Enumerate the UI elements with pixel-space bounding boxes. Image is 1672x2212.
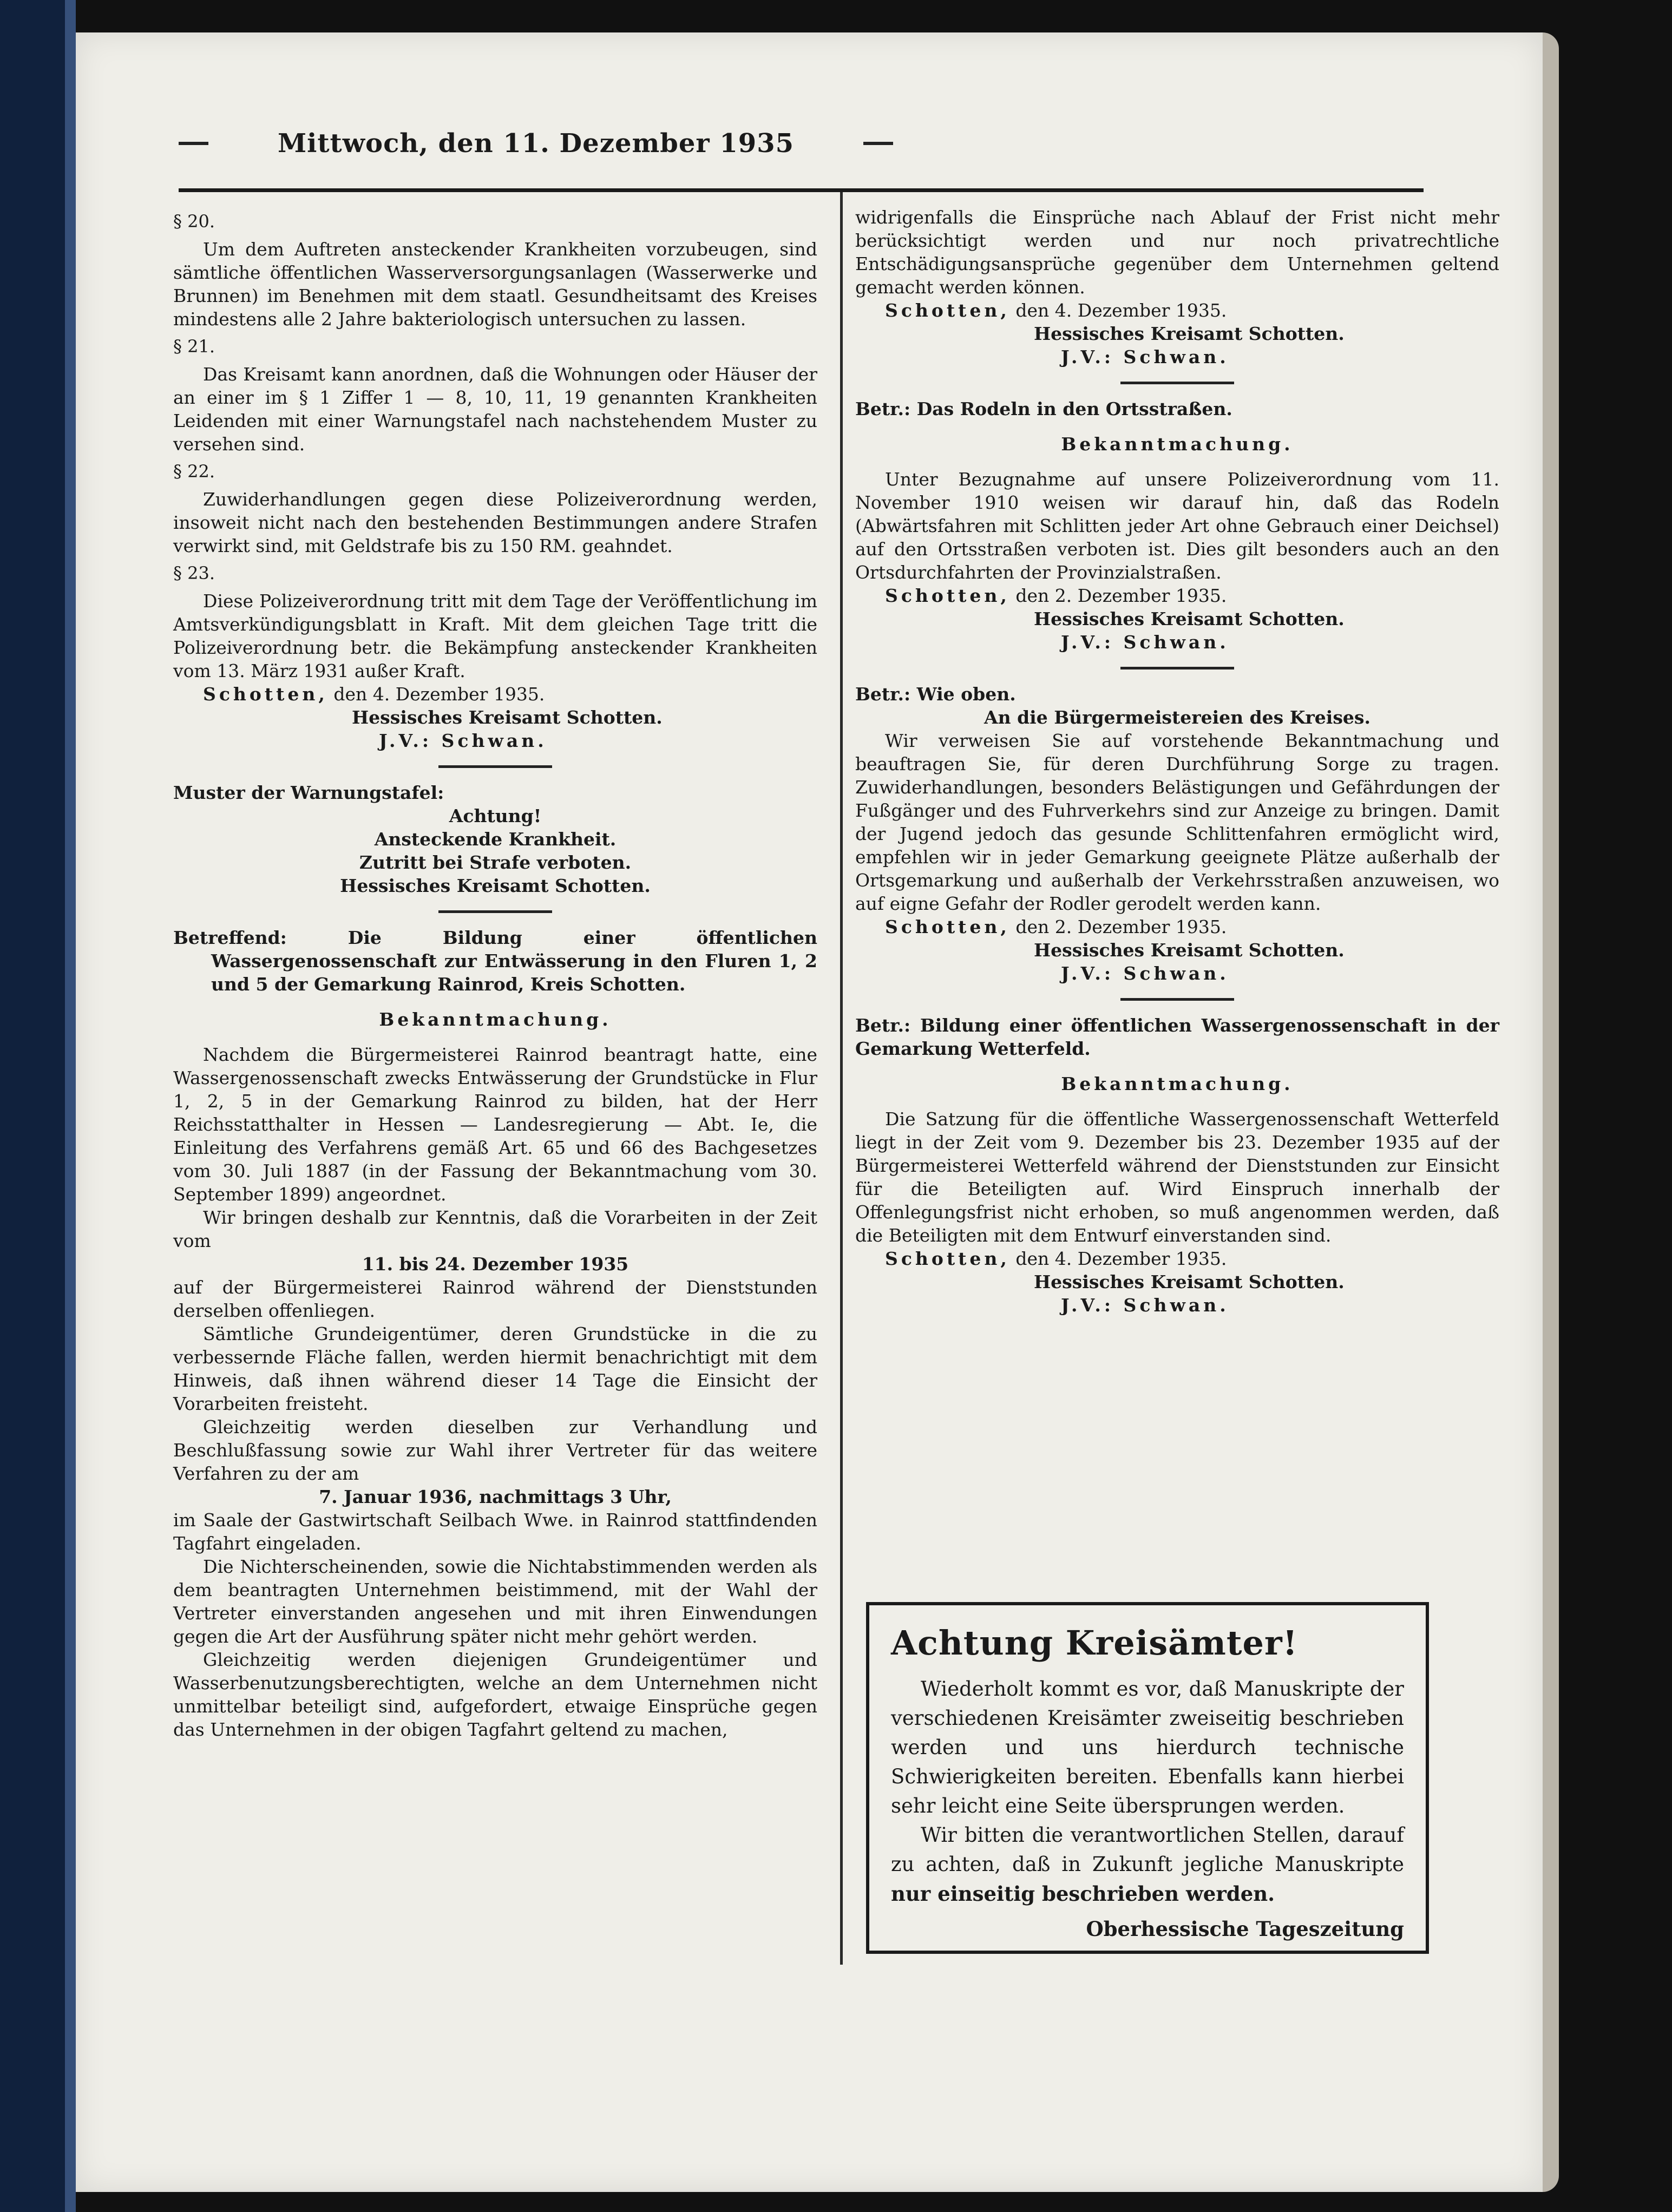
muster-line: Hessisches Kreisamt Schotten. [340, 875, 651, 896]
authority: Hessisches Kreisamt Schotten. [352, 707, 663, 728]
header-dash-left [179, 142, 208, 145]
authority: Hessisches Kreisamt Schotten. [1034, 323, 1345, 344]
date-line: 7. Januar 1936, nachmittags 3 Uhr, [319, 1486, 672, 1507]
betreff-heading: Betr.: Wie oben. [855, 684, 1016, 705]
bekanntmachung-heading: Bekanntmachung. [1061, 434, 1294, 455]
signature: J.V.: Schwan. [1061, 632, 1229, 653]
separator-rule [438, 910, 552, 913]
place-name: Schotten, [885, 1248, 1010, 1269]
spacer [855, 1060, 1499, 1072]
section-text: Zuwiderhandlungen gegen diese Polizeiverordnung werden, insoweit nicht nach den bestehenden Bestimmungen andere Strafen verwirkt sind, mit Geldstrafe bis zu 150 RM. geahndet. [173, 489, 817, 556]
section-heading: § 21. [173, 336, 215, 357]
notice-paragraph: Wiederholt kommt es vor, daß Manuskripte der verschiedenen Kreisämter zweiseitig beschrieben werden und uns hierdurch technische Schwierigkeiten bereiten. Ebenfalls kann hierbei sehr leicht eine Seite übersprungen werden. [891, 1677, 1404, 1817]
notice-signature: Oberhessische Tageszeitung [1086, 1917, 1404, 1941]
body-paragraph: Die Nichterscheinenden, sowie die Nichtabstimmenden werden als dem beantragten Unternehmen beistimmend, mit der Wahl der Vertreter einverstanden angesehen und mit ihren Einwendungen gegen die Art der Ausführung später nicht mehr gehört werden. [173, 1556, 817, 1647]
separator-rule [1120, 667, 1234, 669]
spacer [855, 421, 1499, 432]
authority: Hessisches Kreisamt Schotten. [1034, 608, 1345, 629]
muster-line: Achtung! [449, 805, 542, 826]
place-name: Schotten, [203, 684, 328, 705]
place-name: Schotten, [885, 300, 1010, 321]
date-text: den 4. Dezember 1935. [1009, 1248, 1227, 1269]
authority: Hessisches Kreisamt Schotten. [1034, 1271, 1345, 1292]
book-cover-left [0, 0, 76, 2212]
separator-rule [1120, 998, 1234, 1001]
column-divider [840, 192, 843, 1965]
date-text: den 2. Dezember 1935. [1009, 916, 1227, 937]
cover-spine-edge [65, 0, 76, 2212]
addressee: An die Bürgermeistereien des Kreises. [984, 707, 1371, 728]
spacer [855, 1095, 1499, 1107]
date-text: den 4. Dezember 1935. [1009, 300, 1227, 321]
body-paragraph: Wir bringen deshalb zur Kenntnis, daß die Vorarbeiten in der Zeit vom [173, 1207, 817, 1251]
section-heading: § 23. [173, 563, 215, 583]
body-paragraph: Die Satzung für die öffentliche Wassergenossenschaft Wetterfeld liegt in der Zeit vom 9. Dezember bis 23. Dezember 1935 auf der Bürgermeisterei Wetterfeld während der Dienststunden zur Einsicht für die Beteiligten auf. Wird Einspruch innerhalb der Offenlegungsfrist nicht erhoben, so muß angenommen werden, daß die Beteiligten mit dem Entwurf einverstanden sind. [855, 1108, 1499, 1246]
betreff-heading: Betreffend: Die Bildung einer öffentlichen Wassergenossenschaft zur Entwässerung in den Fluren 1, 2 und 5 der Gemarkung Rainrod, Kreis Schotten. [173, 927, 817, 995]
body-paragraph: Gleichzeitig werden diejenigen Grundeigentümer und Wasserbenutzungsberechtigten, welche an dem Unternehmen nicht unmittelbar beteiligt sind, aufgefordert, etwaige Einsprüche gegen das Unternehmen in der obigen Tagfahrt geltend zu machen, [173, 1649, 817, 1740]
date-text: den 4. Dezember 1935. [327, 684, 545, 705]
left-column [173, 206, 817, 1741]
separator-rule [438, 765, 552, 768]
muster-line: Zutritt bei Strafe verboten. [359, 852, 632, 873]
body-paragraph: Sämtliche Grundeigentümer, deren Grundstücke in die zu verbessernde Fläche fallen, werden hiermit benachrichtigt mit dem Hinweis, daß ihnen während dieser 14 Tage die Einsicht der Vorarbeiten freisteht. [173, 1323, 817, 1414]
spacer [855, 456, 1499, 468]
place-name: Schotten, [885, 585, 1010, 606]
place-name: Schotten, [885, 916, 1010, 937]
notice-paragraph [891, 1821, 1404, 1909]
body-paragraph: widrigenfalls die Einsprüche nach Ablauf der Frist nicht mehr berücksichtigt werden und nur noch privatrechtliche Entschädigungsansprüche gegenüber dem Unternehmen geltend gemacht werden können. [855, 207, 1499, 298]
body-paragraph: auf der Bürgermeisterei Rainrod während der Dienststunden derselben offenliegen. [173, 1277, 817, 1321]
body-paragraph: Nachdem die Bürgermeisterei Rainrod beantragt hatte, eine Wassergenossenschaft zwecks Entwässerung der Grundstücke in Flur 1, 2, 5 in der Gemarkung Rainrod zu bilden, hat der Herr Reichsstatthalter in Hessen — Landesregierung — Abt. Ie, die Einleitung des Verfahrens gemäß Art. 65 und 66 des Bachgesetzes vom 30. Juli 1887 (in der Fassung der Bekanntmachung vom 30. September 1899) angeordnet. [173, 1044, 817, 1205]
signature: J.V.: Schwan. [1061, 963, 1229, 984]
betreff-heading: Betr.: Das Rodeln in den Ortsstraßen. [855, 398, 1232, 419]
date-line: 11. bis 24. Dezember 1935 [362, 1253, 629, 1275]
notice-box [866, 1602, 1429, 1954]
place-date [855, 1247, 1499, 1270]
signature: J.V.: Schwan. [379, 730, 547, 751]
header-date: Mittwoch, den 11. Dezember 1935 [278, 128, 794, 159]
spacer [173, 1031, 817, 1043]
notice-title: Achtung Kreisämter! [891, 1623, 1298, 1663]
place-date [855, 915, 1499, 938]
right-column [855, 206, 1499, 1317]
authority: Hessisches Kreisamt Schotten. [1034, 940, 1345, 961]
section-text: Das Kreisamt kann anordnen, daß die Wohnungen oder Häuser der an einer im § 1 Ziffer 1 — 8, 10, 11, 19 genannten Krankheiten Leidenden mit einer Warnungstafel nach nachstehendem Muster zu versehen sind. [173, 364, 817, 455]
signature: J.V.: Schwan. [1061, 1295, 1229, 1316]
spacer [173, 996, 817, 1008]
bekanntmachung-heading: Bekanntmachung. [379, 1009, 612, 1030]
notice-text: Wir bitten die verantwortlichen Stellen, darauf zu achten, daß in Zukunft jegliche Manuskripte [891, 1823, 1404, 1876]
section-text: Um dem Auftreten ansteckender Krankheiten vorzubeugen, sind sämtliche öffentlichen Wasserversorgungsanlagen (Wasserwerke und Brunnen) im Benehmen mit dem staatl. Gesundheitsamt des Kreises mindestens alle 2 Jahre bakteriologisch untersuchen zu lassen. [173, 239, 817, 330]
place-date [855, 299, 1499, 322]
separator-rule [1120, 382, 1234, 384]
betreff-heading: Betr.: Bildung einer öffentlichen Wassergenossenschaft in der Gemarkung Wetterfeld. [855, 1015, 1499, 1059]
body-paragraph: Unter Bezugnahme auf unsere Polizeiverordnung vom 11. November 1910 weisen wir darauf hin, daß das Rodeln (Abwärtsfahren mit Schlitten jeder Art ohne Gebrauch einer Deichsel) auf den Ortsstraßen verboten ist. Dies gilt besonders auch an den Ortsdurchfahrten der Provinzialstraßen. [855, 469, 1499, 583]
body-paragraph: Wir verweisen Sie auf vorstehende Bekanntmachung und beauftragen Sie, für deren Durchführung Sorge zu tragen. Zuwiderhandlungen, besonders Belästigungen und Gefährdungen der Fußgänger und des Fuhrverkehrs sind zur Anzeige zu bringen. Damit der Jugend jedoch das gesunde Schlittenfahren ermöglicht wird, empfehlen wir in jeder Gemarkung geeignete Plätze außerhalb der Ortsgemarkung und außerhalb der Verkehrsstraßen anzuweisen, wo auf eigne Gefahr der Rodler gerodelt werden kann. [855, 730, 1499, 914]
page-header [179, 114, 893, 173]
bekanntmachung-heading: Bekanntmachung. [1061, 1073, 1294, 1094]
muster-heading: Muster der Warnungstafel: [173, 782, 444, 803]
section-heading: § 20. [173, 211, 215, 232]
section-text: Diese Polizeiverordnung tritt mit dem Tage der Veröffentlichung im Amtsverkündigungsblatt in Kraft. Mit dem gleichen Tage tritt die Polizeiverordnung betr. die Bekämpfung ansteckender Krankheiten vom 13. März 1931 außer Kraft. [173, 590, 817, 681]
header-rule [179, 188, 1424, 192]
place-date [173, 682, 817, 706]
body-paragraph: im Saale der Gastwirtschaft Seilbach Wwe. in Rainrod stattfindenden Tagfahrt eingeladen. [173, 1509, 817, 1554]
header-dash-right [863, 142, 893, 145]
signature: J.V.: Schwan. [1061, 346, 1229, 367]
section-heading: § 22. [173, 461, 215, 482]
body-paragraph: Gleichzeitig werden dieselben zur Verhandlung und Beschlußfassung sowie zur Wahl ihrer Vertreter für das weitere Verfahren zu der am [173, 1416, 817, 1484]
muster-line: Ansteckende Krankheit. [374, 829, 617, 850]
date-text: den 2. Dezember 1935. [1009, 585, 1227, 606]
notice-emphasis: nur einseitig beschrieben werden. [891, 1882, 1275, 1906]
place-date [855, 584, 1499, 607]
